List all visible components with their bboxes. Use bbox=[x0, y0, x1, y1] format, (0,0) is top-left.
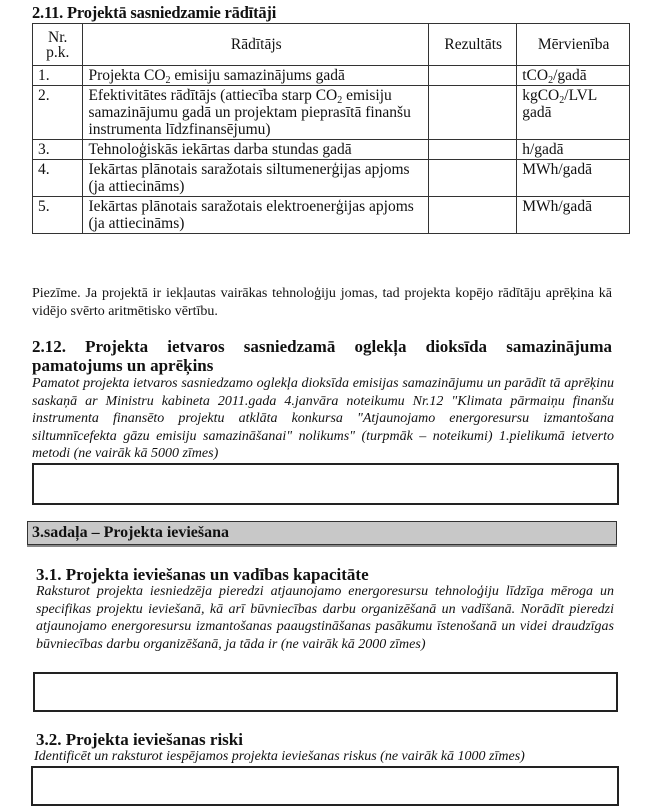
row-nr: 1. bbox=[33, 66, 83, 86]
header-result: Rezultāts bbox=[429, 24, 517, 66]
section-3-1-instruction: Raksturot projekta iesniedzēja pieredzi atjaunojamo energoresursu tehnoloģiju līdzīga mēroga un specifikas projektu ieviešanā, kā arī būvniecības darbu organizēšanā un vadīšanā. Norādīt pieredzi atjaunojamo energoresursu izmantošanas paaugstināšanas pasākumu īstenošanā un videi draudzīgas būvniecības darbu organizēšanā, ja tāda ir (ne vairāk kā 2000 zīmes) bbox=[36, 584, 614, 652]
result-cell[interactable] bbox=[429, 197, 517, 234]
row-indicator: Tehnoloģiskās iekārtas darba stundas gadā bbox=[83, 140, 429, 160]
section-2-11-title: 2.11. Projektā sasniedzamie rādītāji bbox=[32, 3, 277, 22]
section-3-2-instruction: Identificēt un raksturot iespējamos projekta ieviešanas riskus (ne vairāk kā 1000 zīmes) bbox=[34, 749, 525, 764]
table-row bbox=[33, 140, 630, 160]
section-2-12-title: 2.12. Projekta ietvaros sasniedzamā oglekļa dioksīda samazinājuma pamatojums un aprēķins bbox=[32, 337, 612, 375]
table-row bbox=[33, 66, 630, 86]
co2-justification-field[interactable] bbox=[32, 463, 619, 505]
table-note: Piezīme. Ja projektā ir iekļautas vairākas tehnoloģiju jomas, tad projekta kopējo rādītāju aprēķina kā vidējo svērto aritmētisko vērtību. bbox=[32, 286, 612, 319]
row-unit: kgCO$_2$/LVL gadā bbox=[517, 86, 630, 140]
capacity-field[interactable] bbox=[33, 672, 618, 712]
section-3-1-title: 3.1. Projekta ieviešanas un vadības kapacitāte bbox=[36, 565, 369, 584]
row-indicator: Efektivitātes rādītājs (attiecība starp $CO_2$ emisiju samazinājumu gadā un projektam pieprasītā finanšu instrumenta līdzfinansējumu) bbox=[83, 86, 429, 140]
risks-field[interactable] bbox=[31, 766, 619, 806]
row-nr: 4. bbox=[33, 160, 83, 197]
table-row bbox=[33, 160, 630, 197]
header-indicator: Rādītājs bbox=[83, 24, 429, 66]
row-unit: MWh/gadā bbox=[517, 197, 630, 234]
row-indicator: Iekārtas plānotais saražotais elektroenerģijas apjoms (ja attiecināms) bbox=[83, 197, 429, 234]
row-indicator: Iekārtas plānotais saražotais siltumenerģijas apjoms (ja attiecināms) bbox=[83, 160, 429, 197]
table-row bbox=[33, 197, 630, 234]
row-unit: h/gadā bbox=[517, 140, 630, 160]
result-cell[interactable] bbox=[429, 160, 517, 197]
section-3-2-title: 3.2. Projekta ieviešanas riski bbox=[36, 730, 243, 749]
result-cell[interactable] bbox=[429, 66, 517, 86]
header-nr: Nr. p.k. bbox=[33, 24, 83, 66]
row-nr: 5. bbox=[33, 197, 83, 234]
row-indicator: Projekta $CO_2$ emisiju samazinājums gadā bbox=[83, 66, 429, 86]
row-nr: 2. bbox=[33, 86, 83, 140]
result-cell[interactable] bbox=[429, 140, 517, 160]
section-2-12-instruction: Pamatot projekta ietvaros sasniedzamo oglekļa dioksīda emisijas samazinājumu un parādīt tā aprēķinu saskaņā ar Ministru kabineta 2011.gada 4.janvāra noteikumu Nr.12 "Klimata pārmaiņu finanšu instrumenta finansēto projektu atklāta konkursa "Atjaunojamo energoresursu izmantošana siltumnīcefekta gāzu emisiju samazināšanai" nolikums" (turpmāk – noteikumi) 1.pielikumā ietverto metodi (ne vairāk kā 5000 zīmes) bbox=[32, 376, 614, 461]
header-unit: Mērvienība bbox=[517, 24, 630, 66]
row-unit: MWh/gadā bbox=[517, 160, 630, 197]
row-nr: 3. bbox=[33, 140, 83, 160]
table-row bbox=[33, 86, 630, 140]
indicators-table bbox=[32, 23, 630, 234]
table-header-row bbox=[33, 24, 630, 66]
result-cell[interactable] bbox=[429, 86, 517, 140]
section-3-header-bar: 3.sadaļa – Projekta ieviešana bbox=[27, 521, 617, 545]
row-unit: tCO$_2$/gadā bbox=[517, 66, 630, 86]
